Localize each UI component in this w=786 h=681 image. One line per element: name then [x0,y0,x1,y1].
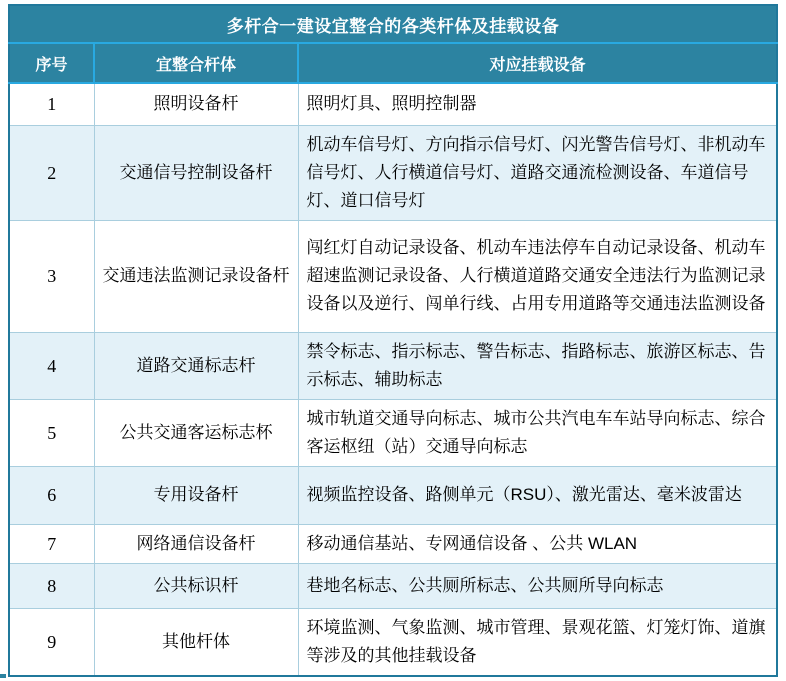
row-number-cell: 6 [9,466,94,524]
table-row [9,399,777,466]
pole-type-cell: 专用设备杆 [94,466,298,524]
equipment-cell: 移动通信基站、专网通信设备 、公共 WLAN [298,524,777,563]
table-row [9,524,777,563]
column-header-pole-type: 宜整合杆体 [94,43,298,83]
table-row [9,83,777,125]
table-row [9,125,777,220]
row-number-cell: 8 [9,563,94,608]
row-number-cell: 9 [9,608,94,676]
row-number-cell: 2 [9,125,94,220]
equipment-cell: 巷地名标志、公共厕所标志、公共厕所导向标志 [298,563,777,608]
pole-type-cell: 交通违法监测记录设备杆 [94,220,298,332]
row-number-cell: 4 [9,332,94,399]
row-number-cell: 7 [9,524,94,563]
table-row [9,563,777,608]
table-row [9,608,777,676]
row-number-cell: 1 [9,83,94,125]
table-header-row [9,43,777,83]
table-row [9,220,777,332]
column-header-number: 序号 [9,43,94,83]
pole-type-cell: 交通信号控制设备杆 [94,125,298,220]
pole-type-cell: 公共标识杆 [94,563,298,608]
pole-type-cell: 公共交通客运标志杯 [94,399,298,466]
pole-type-cell: 道路交通标志杆 [94,332,298,399]
equipment-cell: 机动车信号灯、方向指示信号灯、闪光警告信号灯、非机动车信号灯、人行横道信号灯、道路交通流检测设备、车道信号灯、道口信号灯 [298,125,777,220]
equipment-cell: 禁令标志、指示标志、警告标志、指路标志、旅游区标志、告示标志、辅助标志 [298,332,777,399]
equipment-cell: 城市轨道交通导向标志、城市公共汽电车车站导向标志、综合客运枢纽（站）交通导向标志 [298,399,777,466]
equipment-cell: 视频监控设备、路侧单元（RSU）、激光雷达、毫米波雷达 [298,466,777,524]
equipment-cell: 照明灯具、照明控制器 [298,83,777,125]
table-body [9,83,777,676]
pole-type-cell: 网络通信设备杆 [94,524,298,563]
pole-type-cell: 其他杆体 [94,608,298,676]
table-title: 多杆合一建设宜整合的各类杆体及挂载设备 [9,5,777,43]
equipment-cell: 闯红灯自动记录设备、机动车违法停车自动记录设备、机动车超速监测记录设备、人行横道道路交通安全违法行为监测记录设备以及逆行、闯单行线、占用专用道路等交通违法监测设备 [298,220,777,332]
pole-equipment-table [8,4,778,677]
equipment-cell: 环境监测、气象监测、城市管理、景观花篮、灯笼灯饰、道旗等涉及的其他挂载设备 [298,608,777,676]
column-header-equipment: 对应挂载设备 [298,43,777,83]
pole-type-cell: 照明设备杆 [94,83,298,125]
row-number-cell: 5 [9,399,94,466]
table-title-row [9,5,777,43]
table-row [9,466,777,524]
table-row [9,332,777,399]
corner-artifact-mark [0,674,6,678]
row-number-cell: 3 [9,220,94,332]
